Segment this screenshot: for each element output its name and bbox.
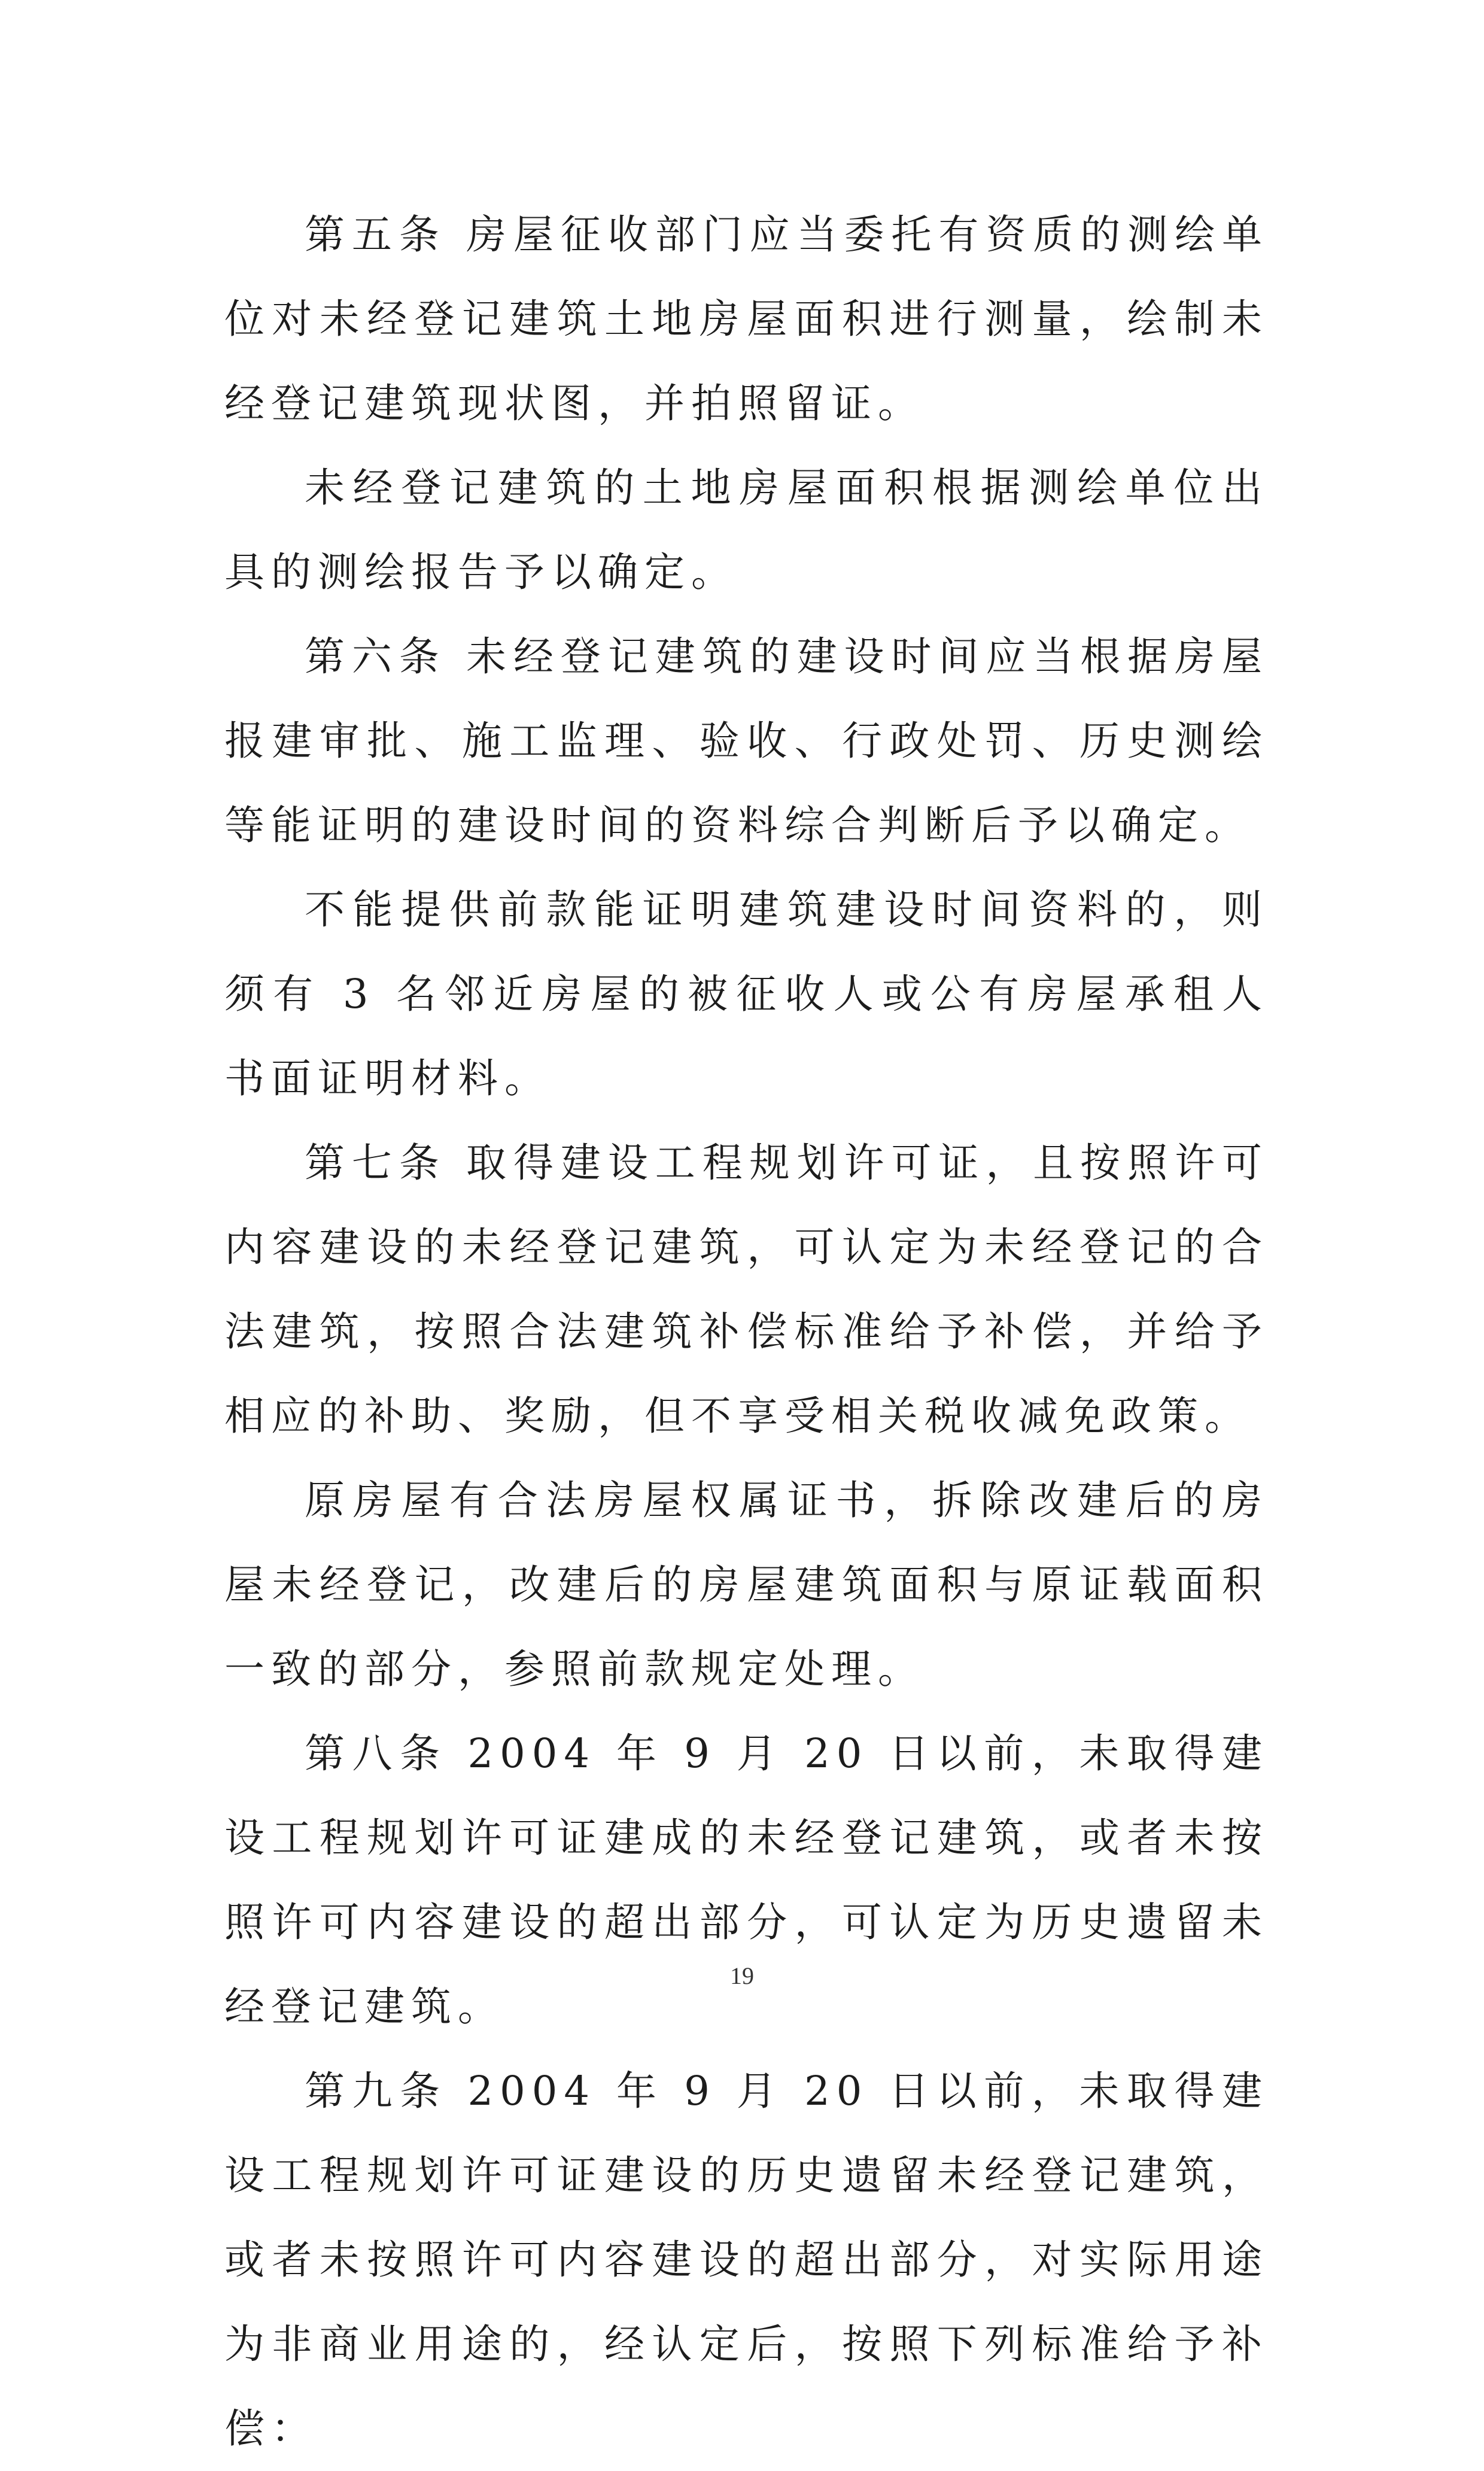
paragraph-article-9: 第九条 2004 年 9 月 20 日以前，未取得建设工程规划许可证建设的历史遗留未经登记建筑，或者未按照许可内容建设的超出部分，对实际用途为非商业用途的，经认定后，按照下列标准给予补偿： bbox=[224, 2068, 1269, 2452]
paragraph-article-5: 第五条 房屋征收部门应当委托有资质的测绘单位对未经登记建筑土地房屋面积进行测量，绘制未经登记建筑现状图，并拍照留证。 bbox=[224, 211, 1269, 427]
paragraph-article-7-rebuild: 原房屋有合法房屋权属证书，拆除改建后的房屋未经登记，改建后的房屋建筑面积与原证载面积一致的部分，参照前款规定处理。 bbox=[224, 1477, 1269, 1692]
page-number: 19 bbox=[730, 1962, 754, 1989]
paragraph-article-7: 第七条 取得建设工程规划许可证，且按照许可内容建设的未经登记建筑，可认定为未经登记的合法建筑，按照合法建筑补偿标准给予补偿，并给予相应的补助、奖励，但不享受相关税收减免政策。 bbox=[224, 1139, 1269, 1439]
paragraph-article-6-witness: 不能提供前款能证明建筑建设时间资料的，则须有 3 名邻近房屋的被征收人或公有房屋承租人书面证明材料。 bbox=[224, 886, 1269, 1102]
paragraph-article-6: 第六条 未经登记建筑的建设时间应当根据房屋报建审批、施工监理、验收、行政处罚、历史测绘等能证明的建设时间的资料综合判断后予以确定。 bbox=[224, 633, 1269, 849]
paragraph-article-8: 第八条 2004 年 9 月 20 日以前，未取得建设工程规划许可证建成的未经登记建筑，或者未按照许可内容建设的超出部分，可认定为历史遗留未经登记建筑。 bbox=[224, 1730, 1269, 2030]
paragraph-article-5-area: 未经登记建筑的土地房屋面积根据测绘单位出具的测绘报告予以确定。 bbox=[224, 464, 1269, 595]
body-text bbox=[224, 193, 1269, 2471]
